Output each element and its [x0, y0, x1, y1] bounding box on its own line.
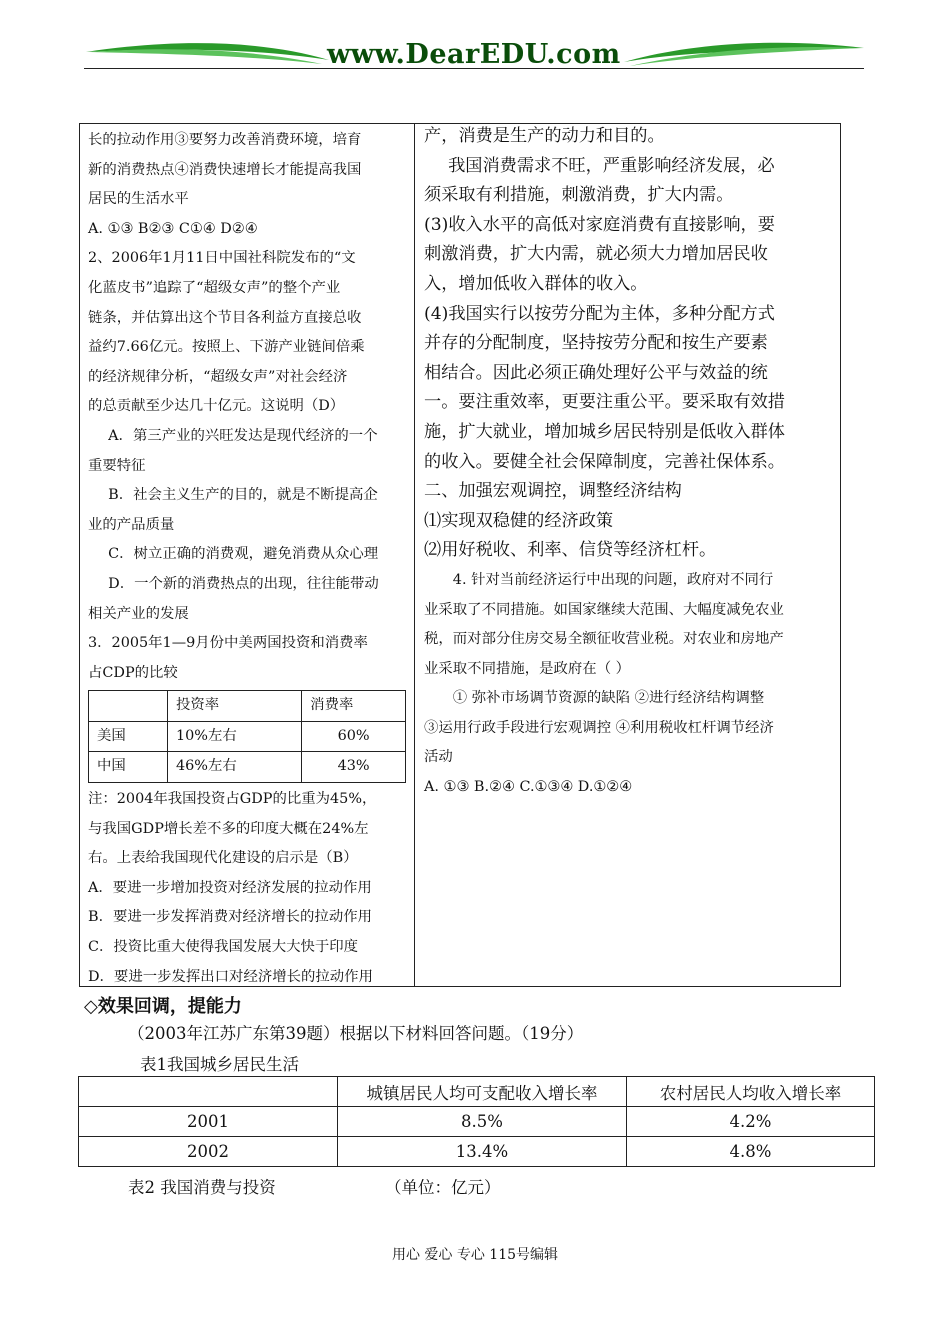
table-cell: 4.8%: [627, 1137, 875, 1167]
right-column: [424, 122, 836, 803]
question-4-line: 活动: [424, 749, 453, 766]
table1-caption: 表1我国城乡居民生活: [140, 1055, 299, 1074]
income-growth-table: [78, 1076, 875, 1167]
table-row: [79, 1137, 875, 1167]
left-line: C．树立正确的消费观，避免消费从众心理: [108, 546, 379, 563]
right-line: 相结合。因此必须正确处理好公平与效益的统: [424, 362, 768, 383]
left-line: 化蓝皮书”追踪了“超级女声”的整个产业: [88, 279, 341, 296]
right-line: 一。要注重效率，更要注重公平。要采取有效措: [424, 392, 785, 413]
left-line: 益约7.66亿元。按照上、下游产业链间倍乘: [88, 339, 365, 356]
table-header-row: [79, 1077, 875, 1107]
left-line: A. ①③ B②③ C①④ D②④: [88, 220, 258, 237]
left-line: A．要进一步增加投资对经济发展的拉动作用: [88, 879, 372, 896]
column-divider: [414, 123, 415, 987]
table-header-cell: 城镇居民人均可支配收入增长率: [338, 1077, 627, 1107]
left-line: B．社会主义生产的目的，就是不断提高企: [108, 487, 378, 504]
right-line: 我国消费需求不旺，严重影响经济发展，必: [448, 155, 775, 176]
left-line: 注：2004年我国投资占GDP的比重为45%，: [88, 791, 377, 808]
page-footer: 用心 爱心 专心 115号编辑: [391, 1247, 559, 1263]
left-line: 右。上表给我国现代化建设的启示是（B）: [88, 850, 358, 867]
table-header-cell: [89, 691, 168, 722]
left-line: A．第三产业的兴旺发达是现代经济的一个: [108, 427, 378, 444]
right-line: 二、加强宏观调控，调整经济结构: [424, 481, 682, 502]
table-header-cell: [79, 1077, 338, 1107]
left-line: 的经济规律分析，“超级女声”对社会经济: [88, 368, 348, 385]
left-column: [88, 126, 410, 992]
right-line: 刺激消费，扩大内需，就必须大力增加居民收: [424, 244, 768, 265]
table-cell: 60%: [302, 721, 406, 752]
section-title: ◇效果回调，提能力: [84, 996, 242, 1017]
left-line: 的总贡献至少达几十亿元。这说明（D）: [88, 398, 345, 415]
table-cell: 4.2%: [627, 1107, 875, 1137]
left-line: 与我国GDP增长差不多的印度大概在24%左: [88, 820, 369, 837]
left-line: 2、2006年1月11日中国社科院发布的“文: [88, 250, 356, 267]
right-line: 入，增加低收入群体的收入。: [424, 273, 648, 294]
table-header-cell: 投资率: [168, 691, 302, 722]
left-line: 相关产业的发展: [88, 605, 189, 622]
question-4-line: 4. 针对当前经济运行中出现的问题，政府对不同行: [452, 571, 774, 588]
table-cell: 美国: [89, 721, 168, 752]
table2-caption: 表2 我国消费与投资: [128, 1178, 276, 1197]
exercise-intro: （2003年江苏广东第39题）根据以下材料回答问题。（19分）: [128, 1024, 584, 1043]
table-cell: 13.4%: [338, 1137, 627, 1167]
left-line: B．要进一步发挥消费对经济增长的拉动作用: [88, 909, 372, 926]
right-line: ⑵用好税收、利率、信贷等经济杠杆。: [424, 540, 717, 561]
table-cell: 2001: [79, 1107, 338, 1137]
table-cell: 46%左右: [168, 752, 302, 783]
question-4-line: ③运用行政手段进行宏观调控 ④利用税收杠杆调节经济: [424, 719, 774, 736]
investment-consumption-table: [88, 690, 406, 783]
question-4-line: 税，而对部分住房交易全额征收营业税。对农业和房地产: [424, 631, 784, 648]
left-line: 链条，并估算出这个节目各利益方直接总收: [88, 309, 362, 326]
right-line: 产，消费是生产的动力和目的。: [424, 126, 665, 146]
left-line: D．要进一步发挥出口对经济增长的拉动作用: [88, 968, 373, 985]
left-line: 业的产品质量: [88, 516, 175, 533]
left-line: C．投资比重大使得我国发展大大快于印度: [88, 939, 359, 956]
table-cell: 10%左右: [168, 721, 302, 752]
table-row: [89, 721, 406, 752]
table2-unit: （单位：亿元）: [385, 1178, 501, 1197]
table-cell: 中国: [89, 752, 168, 783]
left-line: 新的消费热点④消费快速增长才能提高我国: [88, 161, 362, 178]
table-header-row: [89, 691, 406, 722]
table-row: [89, 752, 406, 783]
left-line: 重要特征: [88, 457, 146, 474]
table-header-cell: 消费率: [302, 691, 406, 722]
table-header-cell: 农村居民人均收入增长率: [627, 1077, 875, 1107]
right-line: 施，扩大就业，增加城乡居民特别是低收入群体: [424, 421, 785, 442]
right-line: (3)收入水平的高低对家庭消费有直接影响，要: [424, 214, 775, 235]
question-4-line: 业采取不同措施，是政府在（ ）: [424, 660, 631, 677]
question-4-line: ① 弥补市场调节资源的缺陷 ②进行经济结构调整: [452, 690, 765, 707]
table-cell: 2002: [79, 1137, 338, 1167]
left-line: 居民的生活水平: [88, 191, 189, 208]
table-row: [79, 1107, 875, 1137]
site-logo-text: www.DearEDU.com: [327, 39, 621, 70]
right-line: ⑴实现双稳健的经济政策: [424, 510, 614, 531]
right-line: 并存的分配制度，坚持按劳分配和按生产要素: [424, 333, 768, 354]
left-line: 长的拉动作用③要努力改善消费环境，培育: [88, 132, 362, 148]
header-rule: [84, 68, 864, 69]
left-line: D．一个新的消费热点的出现，往往能带动: [108, 575, 379, 592]
table-cell: 43%: [302, 752, 406, 783]
left-line: 占CDP的比较: [88, 664, 178, 681]
right-line: 的收入。要健全社会保障制度，完善社保体系。: [424, 451, 785, 472]
left-line: 3．2005年1—9月份中美两国投资和消费率: [88, 635, 368, 652]
question-4-options: A. ①③ B.②④ C.①③④ D.①②④: [424, 779, 633, 796]
question-4-line: 业采取了不同措施。如国家继续大范围、大幅度减免农业: [424, 601, 784, 618]
right-line: 须采取有利措施，刺激消费，扩大内需。: [424, 185, 734, 206]
right-line: (4)我国实行以按劳分配为主体，多种分配方式: [424, 303, 775, 324]
table-cell: 8.5%: [338, 1107, 627, 1137]
